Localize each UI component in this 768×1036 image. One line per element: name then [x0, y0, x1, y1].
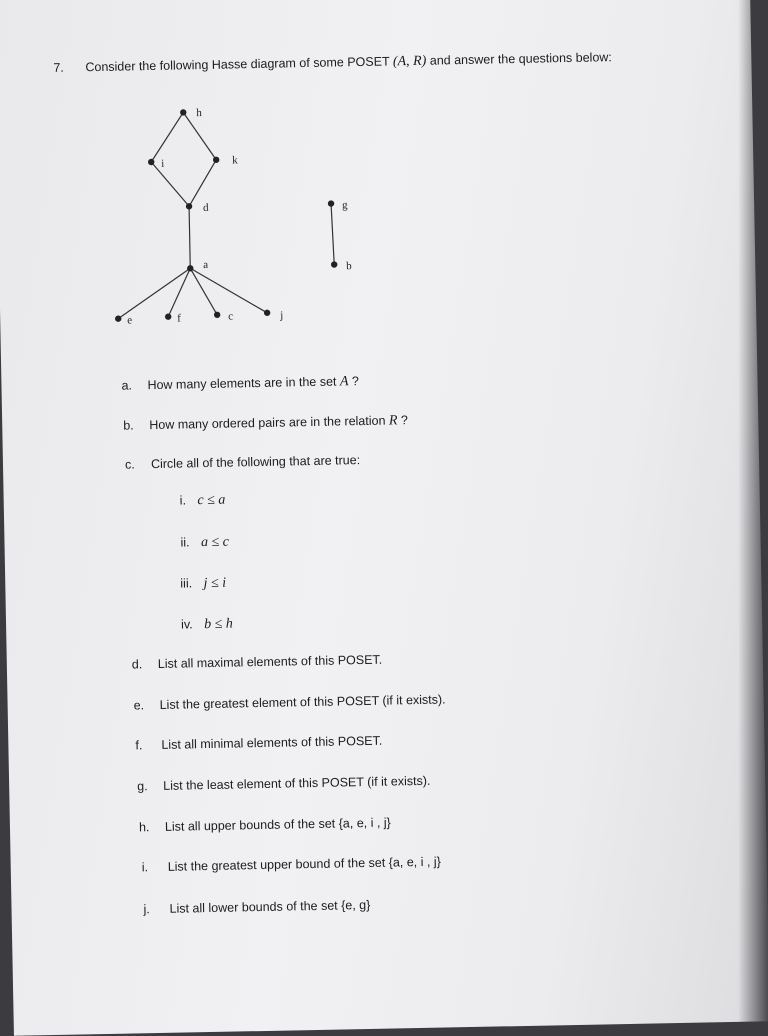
part-e-text: List the greatest element of this POSET (if it exists).: [159, 692, 446, 712]
part-f-text: List all minimal elements of this POSET.: [161, 733, 383, 752]
subpart-i-label: i.: [179, 493, 187, 508]
chain-g-b: [318, 194, 380, 280]
edge-d-i: [151, 161, 189, 207]
subpart-ii-expr: a ≤ c: [200, 534, 230, 551]
part-j-text: List all lower bounds of the set {e, g}: [169, 897, 371, 916]
label-f: f: [177, 312, 182, 325]
subpart-ii-label: ii.: [180, 535, 190, 550]
question-math: (A, R): [392, 53, 427, 70]
subpart-iii-expr: j ≤ i: [203, 575, 227, 592]
subpart-iv-label: iv.: [180, 617, 193, 632]
label-c: c: [228, 310, 234, 323]
node-b: [331, 261, 338, 268]
hasse-edges: [114, 110, 331, 319]
label-d: d: [202, 201, 209, 215]
part-b-prompt: How many ordered pairs are in the relation: [149, 413, 390, 433]
node-c: [214, 312, 221, 319]
node-f: [165, 313, 172, 320]
label-k: k: [232, 154, 238, 167]
hasse-labels: [123, 106, 283, 327]
hasse-diagram: [96, 90, 331, 354]
edge-c-a: [190, 268, 217, 315]
edge-i-h: [150, 112, 184, 162]
edge-b-g-line: [331, 204, 334, 265]
label-a: a: [203, 258, 209, 272]
part-b-math: R: [388, 413, 398, 429]
label-b: b: [346, 260, 352, 273]
part-f-label: f.: [135, 738, 143, 753]
edge-a-d: [189, 206, 190, 268]
part-h-label: h.: [138, 820, 150, 835]
subpart-ii: [180, 535, 229, 552]
part-a-prompt: How many elements are in the set: [147, 374, 341, 393]
hasse-nodes: [111, 108, 270, 325]
part-a-label: a.: [121, 378, 133, 393]
part-e-label: e.: [133, 698, 145, 713]
part-j-label: j.: [143, 902, 150, 917]
part-g-text: List the least element of this POSET (if it exists).: [163, 773, 431, 793]
subpart-iv-expr: b ≤ h: [204, 616, 233, 633]
label-e: e: [127, 314, 133, 327]
subpart-iv: [181, 617, 233, 634]
part-c-text: Circle all of the following that are true:: [150, 453, 361, 472]
label-j: j: [280, 309, 284, 322]
edge-d-k: [188, 160, 217, 207]
part-d-text: List all maximal elements of this POSET.: [157, 652, 383, 671]
edge-j-a: [190, 267, 267, 314]
question-text-before: Consider the following Hasse diagram of some POSET: [85, 54, 394, 75]
node-j: [264, 310, 271, 317]
part-b-suffix: ?: [400, 413, 409, 428]
edge-e-a: [117, 268, 191, 318]
question-number: 7.: [53, 60, 64, 75]
subpart-iii-label: iii.: [180, 576, 193, 591]
subpart-i: [180, 493, 226, 510]
question-heading: [85, 50, 612, 76]
part-d-label: d.: [131, 657, 143, 672]
part-h-text: List all upper bounds of the set {a, e, i , j}: [164, 815, 391, 834]
part-a-suffix: ?: [351, 374, 360, 389]
label-h: h: [196, 107, 202, 120]
part-a-text: [147, 374, 359, 394]
part-i-text: List the greatest upper bound of the set {a, e, i , j}: [167, 854, 441, 874]
part-g-label: g.: [137, 779, 148, 794]
subpart-i-expr: c ≤ a: [197, 492, 226, 509]
label-g: g: [341, 199, 348, 212]
part-a-math: A: [339, 374, 349, 390]
subpart-iii: [180, 576, 226, 593]
page-edge-shadow: [738, 0, 768, 1024]
part-c-label: c.: [124, 457, 135, 472]
part-b-text: [149, 413, 408, 434]
part-i-label: i.: [141, 860, 149, 875]
label-i: i: [161, 157, 165, 170]
node-g: [328, 200, 335, 207]
question-text-after: and answer the questions below:: [426, 50, 612, 68]
part-b-label: b.: [123, 418, 134, 433]
